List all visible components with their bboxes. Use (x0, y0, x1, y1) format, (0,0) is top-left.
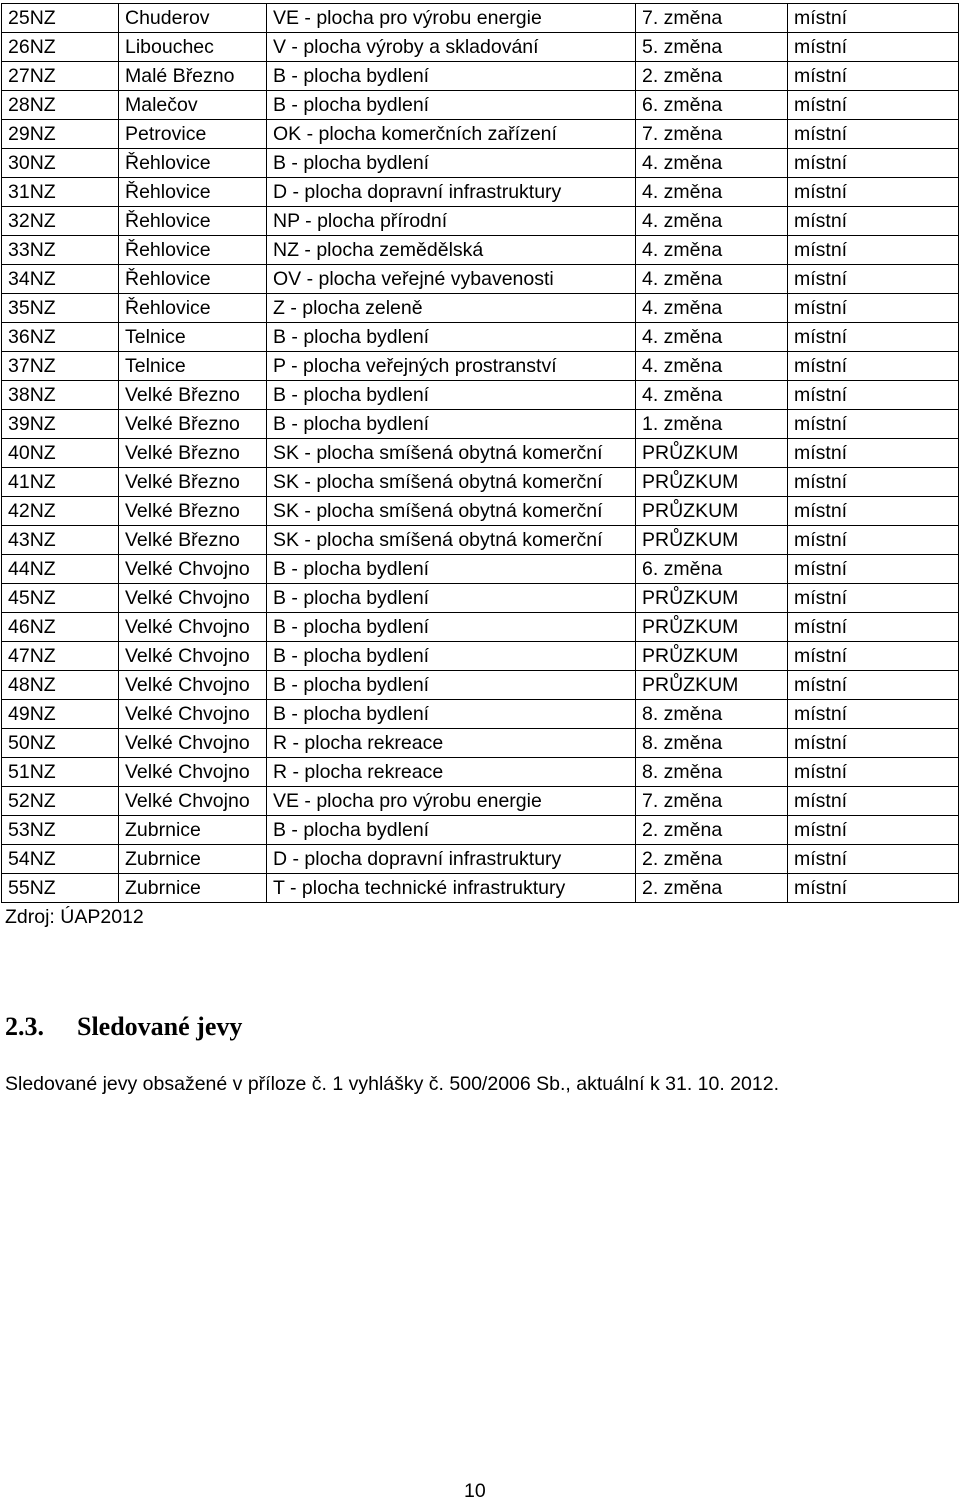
table-row (2, 62, 959, 91)
cell-type: B - plocha bydlení (267, 642, 636, 671)
cell-type: B - plocha bydlení (267, 91, 636, 120)
section-title: Sledované jevy (77, 1012, 243, 1041)
cell-change: 4. změna (636, 265, 788, 294)
cell-place: Řehlovice (119, 207, 267, 236)
cell-type: NP - plocha přírodní (267, 207, 636, 236)
cell-type: T - plocha technické infrastruktury (267, 874, 636, 903)
cell-type: SK - plocha smíšená obytná komerční (267, 497, 636, 526)
cell-change: 4. změna (636, 323, 788, 352)
cell-change: PRŮZKUM (636, 526, 788, 555)
cell-type: NZ - plocha zemědělská (267, 236, 636, 265)
cell-type: OK - plocha komerčních zařízení (267, 120, 636, 149)
cell-place: Velké Chvojno (119, 729, 267, 758)
cell-scope: místní (788, 236, 959, 265)
cell-scope: místní (788, 62, 959, 91)
table-row (2, 497, 959, 526)
cell-code: 39NZ (2, 410, 119, 439)
cell-change: PRŮZKUM (636, 439, 788, 468)
cell-place: Chuderov (119, 4, 267, 33)
cell-place: Velké Březno (119, 439, 267, 468)
cell-place: Velké Chvojno (119, 671, 267, 700)
cell-place: Velké Chvojno (119, 700, 267, 729)
cell-place: Zubrnice (119, 845, 267, 874)
cell-place: Malečov (119, 91, 267, 120)
table-row (2, 178, 959, 207)
cell-type: D - plocha dopravní infrastruktury (267, 178, 636, 207)
cell-place: Velké Březno (119, 410, 267, 439)
cell-place: Velké Březno (119, 468, 267, 497)
table-row (2, 149, 959, 178)
cell-scope: místní (788, 265, 959, 294)
cell-change: 2. změna (636, 845, 788, 874)
table-row (2, 207, 959, 236)
cell-scope: místní (788, 294, 959, 323)
cell-change: 7. změna (636, 120, 788, 149)
cell-type: B - plocha bydlení (267, 613, 636, 642)
table-row (2, 700, 959, 729)
cell-code: 31NZ (2, 178, 119, 207)
cell-code: 37NZ (2, 352, 119, 381)
source-note: Zdroj: ÚAP2012 (5, 906, 144, 928)
cell-place: Velké Březno (119, 526, 267, 555)
cell-change: 4. změna (636, 294, 788, 323)
cell-place: Řehlovice (119, 178, 267, 207)
cell-code: 50NZ (2, 729, 119, 758)
cell-code: 49NZ (2, 700, 119, 729)
table-row (2, 439, 959, 468)
cell-place: Velké Chvojno (119, 642, 267, 671)
table-row (2, 468, 959, 497)
table-row (2, 787, 959, 816)
cell-code: 48NZ (2, 671, 119, 700)
body-paragraph: Sledované jevy obsažené v příloze č. 1 vyhlášky č. 500/2006 Sb., aktuální k 31. 10. 2012. (5, 1073, 779, 1095)
cell-code: 36NZ (2, 323, 119, 352)
cell-code: 47NZ (2, 642, 119, 671)
table-row (2, 91, 959, 120)
cell-scope: místní (788, 642, 959, 671)
cell-code: 35NZ (2, 294, 119, 323)
cell-code: 26NZ (2, 33, 119, 62)
cell-place: Velké Chvojno (119, 613, 267, 642)
table-row (2, 236, 959, 265)
areas-table-body (2, 4, 959, 903)
cell-place: Velké Chvojno (119, 555, 267, 584)
table-row (2, 120, 959, 149)
cell-scope: místní (788, 439, 959, 468)
cell-type: OV - plocha veřejné vybavenosti (267, 265, 636, 294)
cell-change: 6. změna (636, 555, 788, 584)
cell-change: 5. změna (636, 33, 788, 62)
areas-table (1, 3, 959, 903)
cell-type: VE - plocha pro výrobu energie (267, 787, 636, 816)
cell-code: 44NZ (2, 555, 119, 584)
cell-place: Velké Březno (119, 497, 267, 526)
cell-change: PRŮZKUM (636, 497, 788, 526)
page-number: 10 (464, 1480, 486, 1502)
cell-change: PRŮZKUM (636, 613, 788, 642)
cell-scope: místní (788, 584, 959, 613)
cell-code: 53NZ (2, 816, 119, 845)
cell-scope: místní (788, 207, 959, 236)
cell-code: 41NZ (2, 468, 119, 497)
cell-change: 2. změna (636, 874, 788, 903)
cell-change: 7. změna (636, 4, 788, 33)
cell-place: Řehlovice (119, 236, 267, 265)
table-row (2, 381, 959, 410)
cell-code: 30NZ (2, 149, 119, 178)
table-row (2, 352, 959, 381)
cell-type: R - plocha rekreace (267, 729, 636, 758)
table-row (2, 323, 959, 352)
table-row (2, 613, 959, 642)
table-row (2, 874, 959, 903)
cell-scope: místní (788, 4, 959, 33)
cell-type: B - plocha bydlení (267, 700, 636, 729)
cell-scope: místní (788, 758, 959, 787)
table-row (2, 729, 959, 758)
cell-code: 51NZ (2, 758, 119, 787)
cell-scope: místní (788, 700, 959, 729)
cell-place: Malé Březno (119, 62, 267, 91)
cell-type: VE - plocha pro výrobu energie (267, 4, 636, 33)
cell-scope: místní (788, 613, 959, 642)
cell-type: D - plocha dopravní infrastruktury (267, 845, 636, 874)
cell-change: 4. změna (636, 207, 788, 236)
cell-scope: místní (788, 729, 959, 758)
table-row (2, 816, 959, 845)
cell-code: 42NZ (2, 497, 119, 526)
cell-place: Velké Chvojno (119, 584, 267, 613)
cell-code: 38NZ (2, 381, 119, 410)
cell-change: PRŮZKUM (636, 642, 788, 671)
cell-scope: místní (788, 33, 959, 62)
cell-change: 7. změna (636, 787, 788, 816)
cell-change: PRŮZKUM (636, 468, 788, 497)
table-row (2, 410, 959, 439)
cell-code: 34NZ (2, 265, 119, 294)
cell-change: 6. změna (636, 91, 788, 120)
cell-change: PRŮZKUM (636, 584, 788, 613)
cell-place: Telnice (119, 352, 267, 381)
cell-scope: místní (788, 555, 959, 584)
cell-type: V - plocha výroby a skladování (267, 33, 636, 62)
table-row (2, 265, 959, 294)
cell-code: 33NZ (2, 236, 119, 265)
cell-place: Řehlovice (119, 265, 267, 294)
table-row (2, 555, 959, 584)
cell-change: 4. změna (636, 149, 788, 178)
cell-code: 32NZ (2, 207, 119, 236)
cell-code: 46NZ (2, 613, 119, 642)
cell-change: 8. změna (636, 758, 788, 787)
cell-place: Telnice (119, 323, 267, 352)
table-row (2, 845, 959, 874)
table-row (2, 526, 959, 555)
cell-scope: místní (788, 468, 959, 497)
table-row (2, 671, 959, 700)
cell-scope: místní (788, 671, 959, 700)
cell-code: 40NZ (2, 439, 119, 468)
cell-scope: místní (788, 787, 959, 816)
cell-code: 28NZ (2, 91, 119, 120)
cell-scope: místní (788, 91, 959, 120)
cell-scope: místní (788, 149, 959, 178)
cell-change: 4. změna (636, 178, 788, 207)
cell-scope: místní (788, 410, 959, 439)
cell-place: Petrovice (119, 120, 267, 149)
section-number: 2.3. (5, 1012, 44, 1041)
cell-scope: místní (788, 120, 959, 149)
cell-code: 52NZ (2, 787, 119, 816)
cell-scope: místní (788, 816, 959, 845)
cell-type: P - plocha veřejných prostranství (267, 352, 636, 381)
table-row (2, 33, 959, 62)
cell-place: Velké Březno (119, 381, 267, 410)
cell-place: Řehlovice (119, 294, 267, 323)
cell-scope: místní (788, 178, 959, 207)
cell-type: B - plocha bydlení (267, 62, 636, 91)
table-row (2, 584, 959, 613)
cell-change: 2. změna (636, 816, 788, 845)
cell-type: B - plocha bydlení (267, 671, 636, 700)
cell-code: 43NZ (2, 526, 119, 555)
cell-change: 2. změna (636, 62, 788, 91)
cell-change: PRŮZKUM (636, 671, 788, 700)
cell-type: B - plocha bydlení (267, 584, 636, 613)
cell-type: B - plocha bydlení (267, 149, 636, 178)
cell-type: Z - plocha zeleně (267, 294, 636, 323)
cell-change: 4. změna (636, 381, 788, 410)
cell-place: Zubrnice (119, 816, 267, 845)
cell-change: 8. změna (636, 729, 788, 758)
cell-type: B - plocha bydlení (267, 381, 636, 410)
cell-place: Libouchec (119, 33, 267, 62)
cell-place: Velké Chvojno (119, 758, 267, 787)
table-row (2, 642, 959, 671)
cell-type: B - plocha bydlení (267, 323, 636, 352)
cell-type: B - plocha bydlení (267, 410, 636, 439)
cell-type: SK - plocha smíšená obytná komerční (267, 526, 636, 555)
section-heading (5, 1012, 242, 1042)
cell-type: R - plocha rekreace (267, 758, 636, 787)
table-row (2, 294, 959, 323)
table-row (2, 758, 959, 787)
table-row (2, 4, 959, 33)
cell-change: 4. změna (636, 352, 788, 381)
cell-place: Zubrnice (119, 874, 267, 903)
cell-scope: místní (788, 497, 959, 526)
cell-code: 45NZ (2, 584, 119, 613)
cell-change: 8. změna (636, 700, 788, 729)
cell-type: SK - plocha smíšená obytná komerční (267, 468, 636, 497)
cell-scope: místní (788, 323, 959, 352)
cell-scope: místní (788, 874, 959, 903)
cell-scope: místní (788, 352, 959, 381)
cell-code: 27NZ (2, 62, 119, 91)
cell-place: Řehlovice (119, 149, 267, 178)
cell-place: Velké Chvojno (119, 787, 267, 816)
cell-change: 4. změna (636, 236, 788, 265)
cell-type: B - plocha bydlení (267, 555, 636, 584)
cell-scope: místní (788, 526, 959, 555)
cell-code: 29NZ (2, 120, 119, 149)
cell-type: SK - plocha smíšená obytná komerční (267, 439, 636, 468)
cell-scope: místní (788, 381, 959, 410)
cell-scope: místní (788, 845, 959, 874)
cell-code: 25NZ (2, 4, 119, 33)
cell-code: 54NZ (2, 845, 119, 874)
cell-type: B - plocha bydlení (267, 816, 636, 845)
cell-change: 1. změna (636, 410, 788, 439)
cell-code: 55NZ (2, 874, 119, 903)
